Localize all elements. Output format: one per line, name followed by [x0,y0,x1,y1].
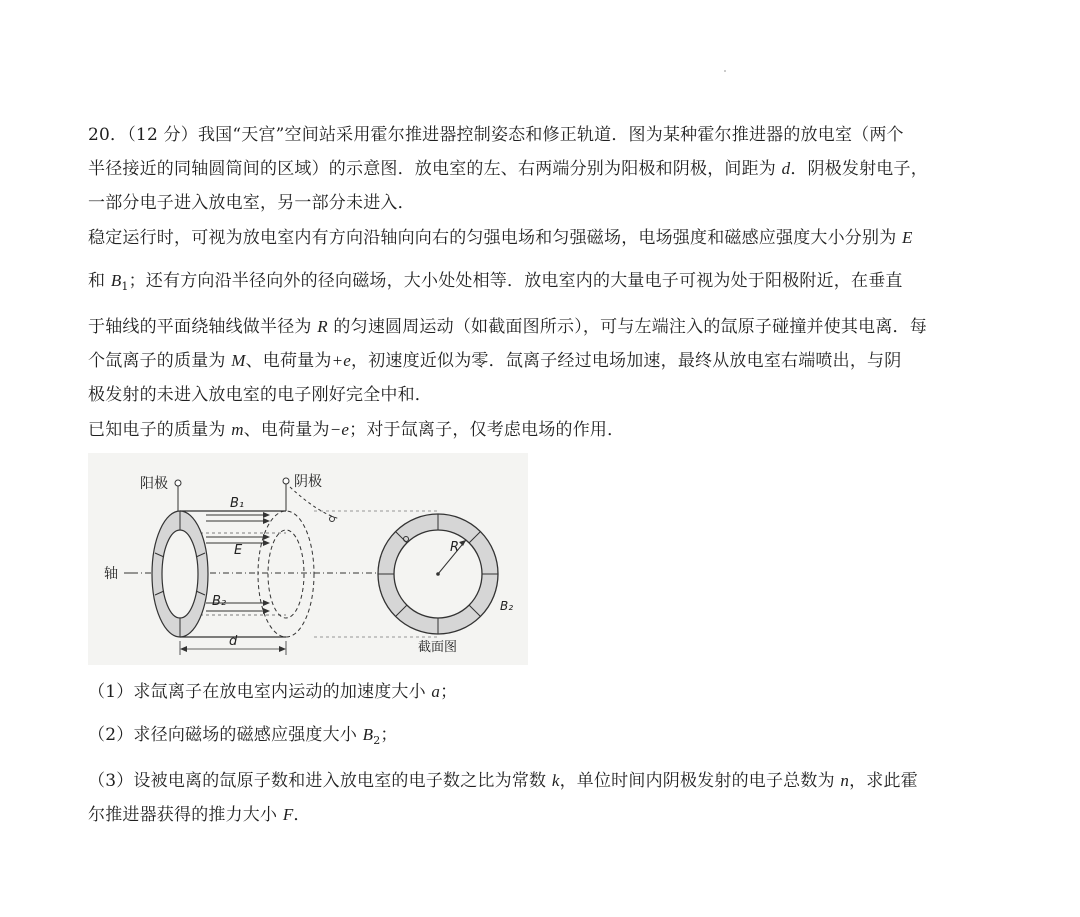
cathode-terminal [283,478,289,484]
anode-terminal [175,480,181,486]
d-label: d [229,634,238,649]
var-F: F [282,805,294,824]
anode-ring-inner [162,530,198,618]
var-k: k [551,771,560,790]
question-line-7: 个氙离子的质量为 M、电荷量为+e，初速度近似为零．氙离子经过电场加速，最终从放电室右端喷出，与阴 [88,351,902,371]
part-2: （2）求径向磁场的磁感应强度大小 $B_2$； [88,725,398,747]
axis-label: 轴 [104,566,118,582]
var-R: R [317,317,328,336]
var-minus-e: −e [329,420,350,439]
question-line-2: 半径接近的同轴圆筒间的区域）的示意图．放电室的左、右两端分别为阳极和阴极，间距为 d．阴极发射电子， [88,159,928,179]
b1-label: B₁ [230,496,245,511]
e-label: E [234,543,243,558]
var-B1: B [110,271,122,290]
question-line-1: 20．（12 分）我国“天宫”空间站采用霍尔推进器控制姿态和修正轨道．图为某种霍尔推进器的放电室（两个 [88,125,904,145]
question-line-5: 和 $B_1$；还有方向沿半径向外的径向磁场，大小处处相等．放电室内的大量电子可视为处于阳极附近，在垂直 [88,271,903,293]
b2-label: B₂ [212,594,227,609]
var-plus-e: +e [331,351,352,370]
part-3-line-2: 尔推进器获得的推力大小 F． [88,805,311,825]
question-line-9: 已知电子的质量为 m、电荷量为−e；对于氙离子，仅考虑电场的作用． [88,420,625,440]
part-3-line-1: （3）设被电离的氙原子数和进入放电室的电子数之比为常数 k，单位时间内阴极发射的电子总数为 n，求此霍 [88,771,918,791]
var-m: m [231,420,244,439]
var-a: a [431,682,441,701]
var-d: d [781,159,791,178]
scan-speck [724,70,726,72]
hall-thruster-figure [88,453,528,665]
question-line-8: 极发射的未进入放电室的电子刚好完全中和． [88,385,432,405]
var-M: M [231,351,246,370]
question-line-4: 稳定运行时，可视为放电室内有方向沿轴向向右的匀强电场和匀强磁场，电场强度和磁感应强度大小分别为 E [88,228,913,248]
part-1: （1）求氙离子在放电室内运动的加速度大小 a； [88,682,458,702]
var-n: n [840,771,850,790]
section-label: 截面图 [418,640,458,655]
question-line-6: 于轴线的平面绕轴线做半径为 R 的匀速圆周运动（如截面图所示），可与左端注入的氙原子碰撞并使其电离．每 [88,317,927,337]
var-B2: B [362,725,374,744]
var-E: E [902,228,913,247]
b2-right-label: B₂ [500,599,514,613]
r-label: R [450,540,460,555]
cathode-label: 阴极 [294,474,322,490]
anode-label: 阳极 [140,476,168,492]
question-line-3: 一部分电子进入放电室，另一部分未进入． [88,193,415,213]
